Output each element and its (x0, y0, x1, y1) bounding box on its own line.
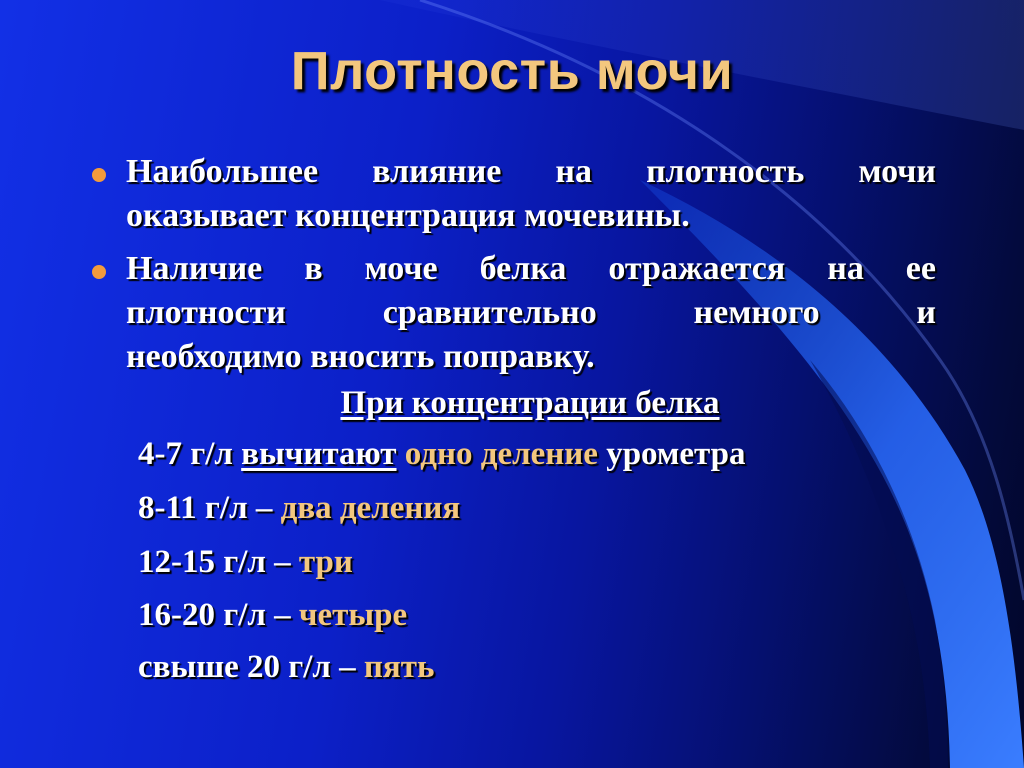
correction-row (138, 544, 353, 581)
correction-row (138, 436, 746, 473)
bullet-1-line-2: оказывает концентрация мочевины. (126, 197, 690, 234)
row-range: 12-15 г/л – (138, 544, 291, 580)
correction-row (138, 597, 407, 634)
row-amount: пять (363, 649, 435, 685)
orange-bullet-dot-icon (92, 265, 106, 279)
row-range: свыше 20 г/л – (138, 649, 356, 685)
bullet-1-text (126, 150, 936, 238)
correction-row (138, 649, 434, 686)
orange-bullet-dot-icon (92, 168, 106, 182)
row-amount: четыре (298, 597, 408, 633)
row-verb: вычитают (241, 436, 397, 472)
row-amount: одно деление (404, 436, 598, 472)
bullet-item-2 (88, 247, 938, 382)
row-amount: два деления (280, 490, 461, 526)
bullet-2-text (126, 247, 936, 379)
row-range: 8-11 г/л – (138, 490, 273, 526)
bullet-1-line-1: Наибольшее влияние на плотность мочи (126, 153, 936, 190)
row-amount: три (298, 544, 353, 580)
protein-concentration-heading: При концентрации белка (340, 385, 720, 421)
slide-title: Плотность мочи (290, 41, 734, 101)
bullet-2-line-2: плотности сравнительно немного и (126, 294, 936, 331)
row-range: 16-20 г/л – (138, 597, 291, 633)
bullet-2-line-1: Наличие в моче белка отражается на ее (126, 250, 936, 287)
row-suffix: урометра (606, 436, 746, 472)
bullet-item-1 (88, 150, 938, 240)
bullet-2-line-3: необходимо вносить поправку. (126, 338, 595, 375)
row-range: 4-7 г/л (138, 436, 233, 472)
correction-row (138, 490, 460, 527)
